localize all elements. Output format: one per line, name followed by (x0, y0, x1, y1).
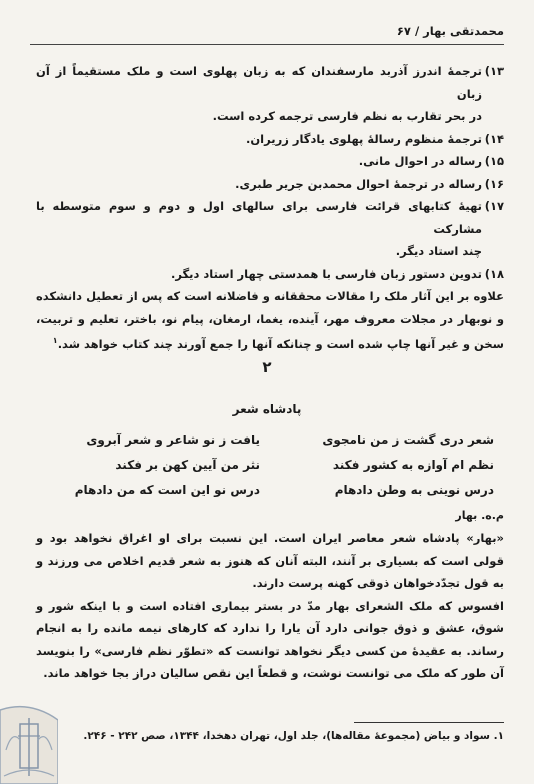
footnote-marker: ۱ (52, 336, 58, 345)
list-item (36, 128, 504, 151)
paragraph-text: علاوه بر این آثار ملک را مقالات محققانه و فاضلانه است که پس از تعطیل دانشکده و نوبهار در مجلات معروف مهر، آینده، یغما، ارمغان، پیام نو، باختر، تعلیم و تربیت، سخن و غیر آنها چاپ شده است و چنانکه آنها را جمع آورند چند کتاب خواهد شد. (36, 289, 504, 351)
list-item (36, 60, 504, 105)
section-number: ۲ (262, 358, 272, 376)
item-number: ۱۳) (484, 64, 504, 78)
footnote-rule (354, 722, 504, 723)
paragraph: افسوس که ملک الشعرای بهار مدّ در بستر بیماری افتاده است و با اینکه شور و شوق، عشق و ذوق جوانی دارد آن یارا را ندارد که کارهای نیمه مانده را به انجام رساند. به عقیدهٔ من کسی دیگر نخواهد توانست که «تطوّر نظم فارسی» را بنویسد آن طور که ملک می توانست نوشت، و قطعاً این نقص سالیان دراز بجا خواهد ماند. (36, 598, 504, 680)
paragraph: «بهار» پادشاه شعر معاصر ایران است. این نسبت برای او اغراق نخواهد بود و قولی است که بسیاری بر آنند، البته آنان که هنوز به شعر قدیم اخلاص می ورزند و به قول تجدّدخواهان ذوقی کهنه پرست دارند. (36, 531, 504, 590)
poem (36, 428, 504, 503)
item-continuation: در بحر تقارب به نظم فارسی ترجمه کرده است. (212, 109, 482, 123)
hemistich: شعر دری گشت ز من نامجوی (322, 433, 494, 447)
poem-verse (36, 428, 504, 453)
item-text: تدوین دستور زبان فارسی با همدستی چهار استاد دیگر. (170, 266, 482, 281)
item-number: ۱۵) (484, 154, 504, 168)
hemistich: یافت ز نو شاعر و شعر آبروی (86, 433, 260, 447)
main-text-2 (36, 527, 504, 685)
item-text: تهیهٔ کتابهای قرائت فارسی برای سالهای اول و دوم و سوم متوسطه با مشارکت (36, 199, 482, 236)
item-text: رساله در ترجمهٔ احوال محمدبن جریر طبری. (235, 176, 482, 191)
item-number: ۱۶) (484, 176, 504, 191)
header-rule (30, 44, 504, 45)
item-number: ۱۸) (484, 266, 504, 281)
item-number: ۱۷) (484, 199, 504, 213)
footnote: ۱. سواد و بیاض (مجموعهٔ مقاله‌ها)، جلد اول، تهران دهخدا، ۱۳۴۴، صص ۲۴۲ - ۲۴۶. (83, 730, 504, 742)
item-text: رساله در احوال مانی. (358, 154, 482, 168)
paragraph (36, 285, 504, 355)
item-number: ۱۴) (484, 131, 504, 146)
hemistich: درس نو این است که من دادهام (74, 483, 260, 497)
list-item (36, 263, 504, 286)
poem-verse (36, 453, 504, 478)
list-item (36, 150, 504, 173)
section-title: پادشاه شعر (232, 402, 302, 416)
hemistich: درس نوینی به وطن دادهام (334, 483, 494, 497)
hemistich: نظم ام آوازه به کشور فکند (332, 458, 494, 472)
poem-signature: م.ه. بهار (455, 509, 504, 522)
item-text: ترجمهٔ منظوم رسالهٔ پهلوی یادگار زریران. (245, 131, 482, 146)
main-text (36, 60, 504, 355)
list-item (36, 173, 504, 196)
library-stamp-icon (0, 690, 58, 784)
item-text: ترجمهٔ اندرز آذربد مارسفندان که به زبان پهلوی است و ملک مستقیماً از آن زبان (36, 64, 482, 101)
running-header: محمدتقی بهار / ۶۷ (396, 24, 504, 38)
hemistich: نثر من آیین کهن بر فکند (115, 458, 260, 472)
list-item (36, 195, 504, 240)
poem-verse (36, 478, 504, 503)
item-continuation: چند استاد دیگر. (395, 244, 482, 258)
